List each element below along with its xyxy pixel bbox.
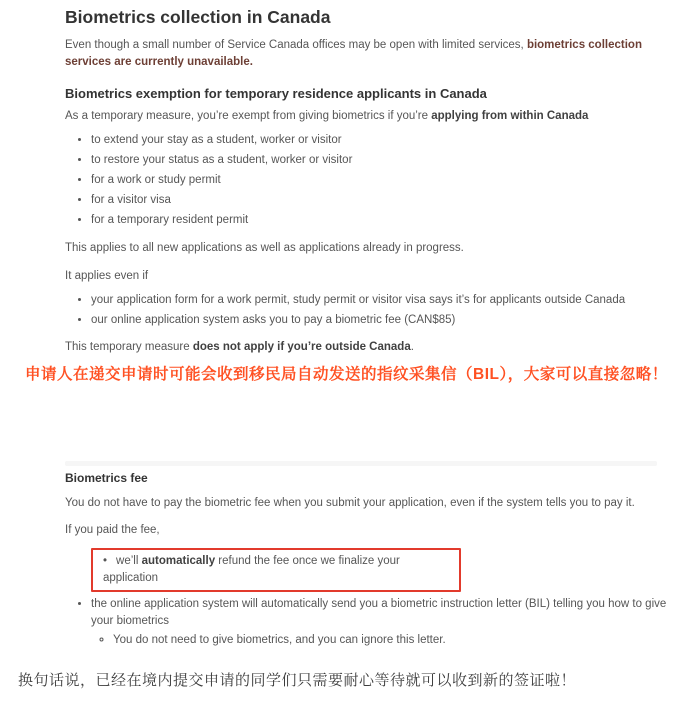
- list-item: • for a work or study permit: [91, 172, 671, 189]
- article-body: [65, 6, 671, 367]
- lead-text: As a temporary measure, you’re exempt from giving biometrics if you’re: [65, 110, 432, 122]
- closing-text: This temporary measure: [65, 341, 193, 353]
- list-item: • our online application system asks you to pay a biometric fee (CAN$85): [91, 312, 671, 329]
- annotation-bottom-note: 换句话说，已经在境内提交申请的同学们只需要耐心等待就可以收到新的签证啦！: [18, 672, 577, 689]
- fee-sub-list: [91, 632, 671, 649]
- list-item: • to restore your status as a student, worker or visitor: [91, 152, 671, 169]
- annotation-top-note: 申请人在递交申请时可能会收到移民局自动发送的指纹采集信（BIL），大家可以直接忽略！: [25, 366, 668, 383]
- fee-paragraph-1: You do not have to pay the biometric fee when you submit your application, even if the system tells you to pay it.: [65, 497, 635, 509]
- intro-emphasis: biometrics collection services are currently unavailable: [65, 39, 642, 68]
- closing-paragraph: [65, 339, 671, 356]
- even-if-list: [65, 292, 671, 329]
- exemption-lead: [65, 108, 671, 125]
- list-item: • your application form for a work permit, study permit or visitor visa says it’s for applicants outside Canada: [91, 292, 671, 309]
- applies-even-if-paragraph: It applies even if: [65, 269, 149, 282]
- boxed-text-pre: we’ll: [116, 555, 142, 567]
- fee-list: [65, 548, 671, 649]
- list-item: • to extend your stay as a student, worker or visitor: [91, 132, 671, 149]
- sub-list-item: ◦ You do not need to give biometrics, and you can ignore this letter.: [113, 632, 671, 649]
- exemption-list: [65, 132, 671, 229]
- highlighted-list-item: [91, 548, 461, 592]
- page-title: Biometrics collection in Canada: [65, 7, 331, 27]
- bullet-dot-icon: •: [103, 555, 108, 567]
- exemption-heading: Biometrics exemption for temporary residence applicants in Canada: [65, 86, 487, 101]
- list-item: • for a visitor visa: [91, 192, 671, 209]
- fee-heading: Biometrics fee: [65, 471, 148, 485]
- closing-emphasis: does not apply if you’re outside Canada: [192, 341, 411, 353]
- intro-paragraph: [65, 37, 671, 71]
- fee-section: [65, 471, 671, 653]
- fee-paragraph-2: If you paid the fee,: [65, 523, 160, 536]
- applies-all-paragraph: This applies to all new applications as well as applications already in progress.: [65, 241, 464, 254]
- section-divider: [65, 461, 657, 466]
- boxed-text-post: refund the fee once we finalize your application: [103, 555, 400, 584]
- boxed-text-emphasis: automatically: [141, 555, 216, 567]
- list-item: • for a temporary resident permit: [91, 212, 671, 229]
- intro-suffix: .: [249, 56, 253, 68]
- intro-text: Even though a small number of Service Canada offices may be open with limited services,: [65, 39, 527, 51]
- lead-emphasis: applying from within Canada: [431, 110, 589, 122]
- list-item: [91, 596, 671, 649]
- bil-letter-text: the online application system will automatically send you a biometric instruction letter (BIL) telling you how to give your biometrics: [91, 598, 667, 627]
- closing-suffix: .: [410, 341, 414, 353]
